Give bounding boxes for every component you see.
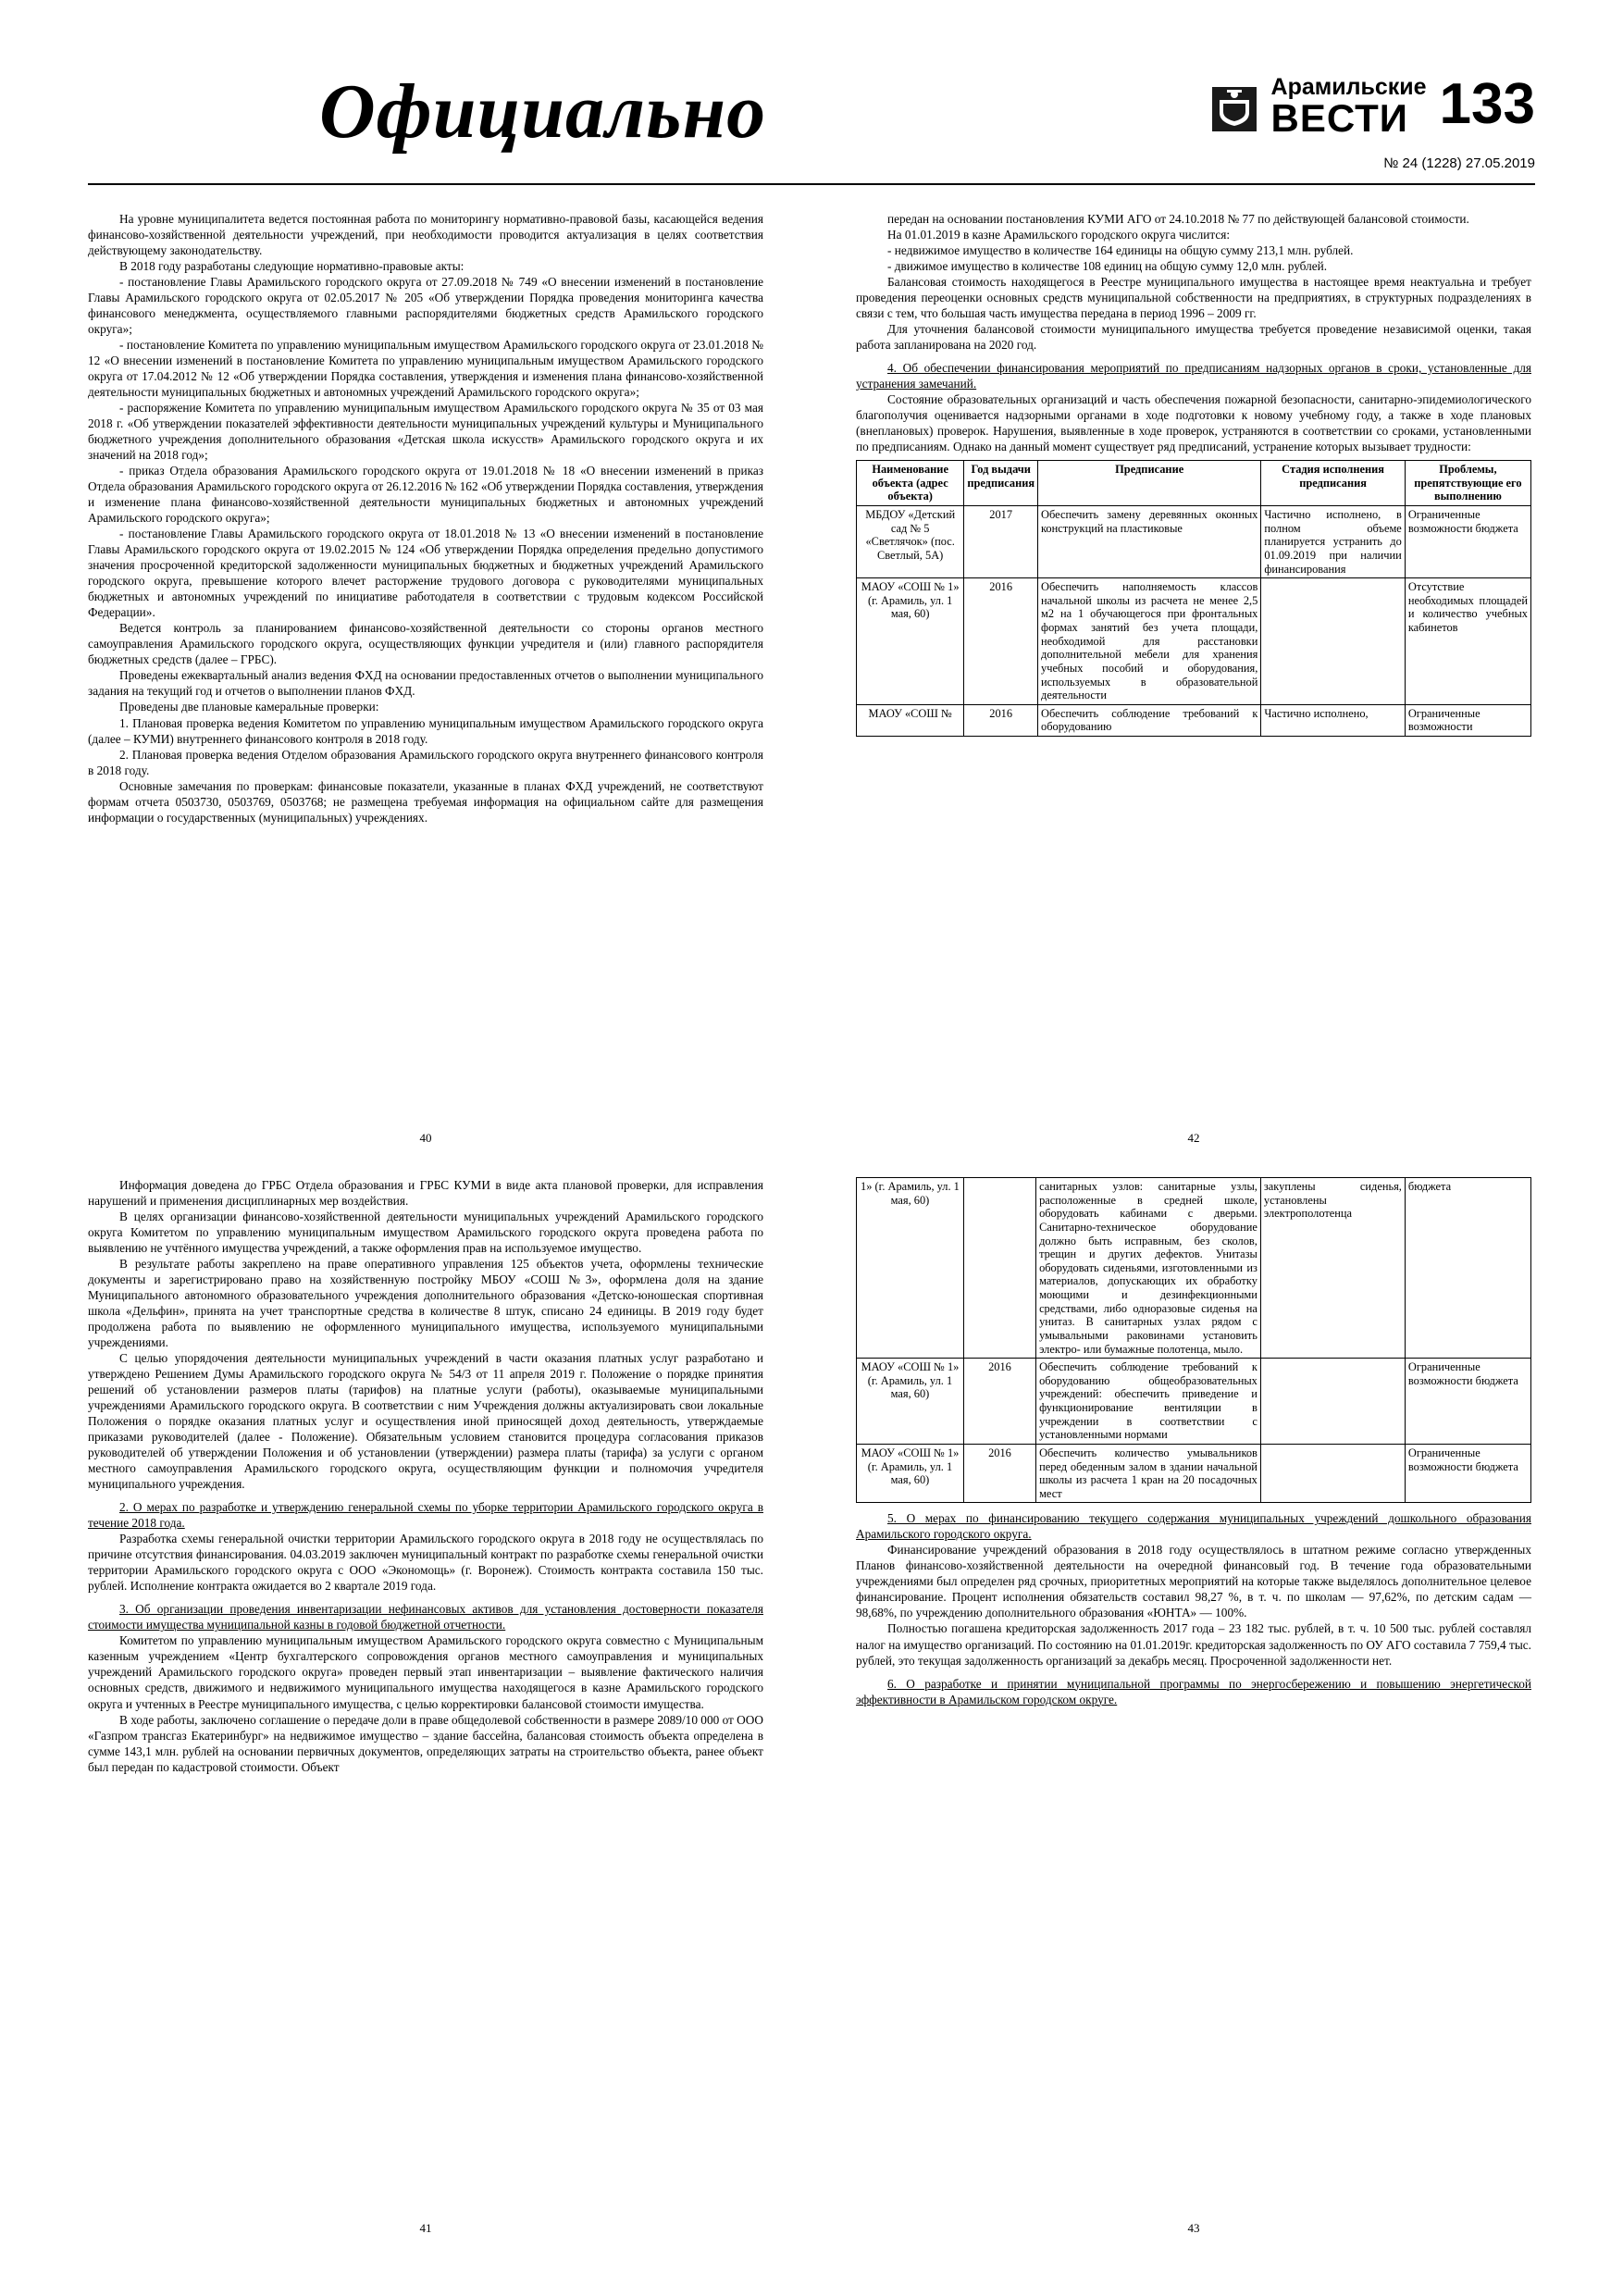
paragraph: Проведены две плановые камеральные проверки: [119,700,379,714]
cell-order: Обеспечить соблюдение требований к оборудованию общеобразовательных учреждений: обеспечить приведение и функционирование вентиляции в учреждении в соответствии с установленными нормами [1036,1359,1261,1445]
page-title: Официально [319,68,767,155]
paragraph: В ходе работы, заключено соглашение о передаче доли в праве общедолевой собственности в размере 2089/10 000 от ООО «Газпром трансгаз Екатеринбург» на недвижимое имущество – здание бассейна, балансовая стоимость объекта определена в сумме 143,1 млн. рублей на основании первичных документов, определяющих затраты на строительство объекта, ранее объект был передан по кадастровой стоимости. Объект [88,1712,763,1774]
cell-year: 2016 [963,1444,1035,1503]
paragraph: Ведется контроль за планированием финансово-хозяйственной деятельности со стороны органов местного самоуправления Арамильского городского округа, осуществляющих функции учредителя и (или) главного распорядителя бюджетных средств (далее – ГРБС). [88,621,763,667]
cell-problem: Ограниченные возможности бюджета [1405,1444,1530,1503]
masthead-brand-block [1207,72,1535,140]
table-header-cell: Наименование объекта (адрес объекта) [857,461,964,506]
column-left-bottom [88,1177,763,1775]
paragraph: Полностью погашена кредиторская задолженность 2017 года – 23 182 тыс. рублей, в т. ч. 10 500 тыс. рублей составлял налог на имущество организаций. По состоянию на 01.01.2019г. кредиторская задолженность по ОУ АГО составила 7 759,4 тыс. рублей, это текущая задолженность организаций за декабрь месяц. Просроченной задолженности нет. [856,1621,1531,1668]
paragraph: Финансирование учреждений образования в 2018 году осуществлялось в штатном режиме согласно утвержденных Планов финансово-хозяйственной деятельности на очередной финансовый год. В течение года образовательными учреждениями был определен ряд срочных, приоритетных мероприятий на которые также выделялось дополнительное целевое финансирование. Процент исполнения обязательств составил 98,27 %, в т. ч. по школам — 97,62%, по детским садам — 98,68%, по учреждению дополнительного образования «ЮНТА» — 100%. [856,1543,1531,1620]
table-header-cell: Стадия исполнения предписания [1261,461,1405,506]
cell-year [963,1178,1035,1359]
paragraph: - распоряжение Комитета по управлению муниципальным имуществом Арамильского городского округа № 35 от 03 мая 2018 г. «Об утверждении показателей эффективности деятельности муниципальных учреждений культуры и Муниципального бюджетного учреждения дополнительного образования «Детская школа искусств» Арамильского городского округа и их значений на 2018 год»; [88,401,763,463]
prescriptions-table-part1 [856,460,1531,737]
table-row [857,1444,1531,1503]
paragraph: - постановление Главы Арамильского городского округа от 27.09.2018 № 749 «О внесении изменений в постановление Главы Арамильского городского округа от 02.05.2017 № 205 «Об утверждении Порядка проведения мониторинга качества финансового менеджмента, осуществляемого главными распорядителями бюджетных средств Арамильского городского округа»; [88,275,763,337]
cell-stage [1260,1359,1405,1445]
page-number-big: 133 [1439,72,1535,136]
paragraph: Комитетом по управлению муниципальным имуществом Арамильского городского округа совместно с Муниципальным казенным учреждением «Центр бухгалтерского сопровождения органов местного самоуправления и муниципальных учреждений Арамильского городского округа» проведен первый этап инвентаризации – выявление фактического наличия основных средств, движимого и недвижимого муниципального имущества находящегося в казне Арамильского городского округа и учтенных в Реестре муниципального имущества, с целью корректировки балансовой стоимости имущества. [88,1633,763,1711]
paragraph: Для уточнения балансовой стоимости муниципального имущества требуется проведение независимой оценки, такая работа запланирована на 2020 год. [856,322,1531,353]
cell-order: Обеспечить замену деревянных оконных конструкций на пластиковые [1038,506,1261,578]
paragraph: В 2018 году разработаны следующие нормативно-правовые акты: [119,259,465,274]
folio-41: 41 [419,2221,432,2235]
cell-object: МБДОУ «Детский сад № 5 «Светлячок» (пос. Светлый, 5А) [857,506,964,578]
cell-object: МАОУ «СОШ № 1» (г. Арамиль, ул. 1 мая, 60) [857,1359,964,1445]
table-header-row [857,461,1531,506]
section-heading-6: 6. О разработке и принятии муниципальной программы по энергосбережению и повышению энергетической эффективности в Арамильском городском округе. [856,1676,1531,1706]
cell-year: 2016 [964,704,1038,736]
paragraph: - постановление Комитета по управлению муниципальным имуществом Арамильского городского округа от 23.01.2018 № 12 «О внесении изменений в постановление Комитета по управлению муниципальным имуществом Арамильского городского округа от 17.04.2012 № 12 «Об утверждении Порядка составления, утверждения и изменения плана финансово-хозяйственной деятельности муниципальных бюджетных и автономных учреждений Арамильского городского округа»; [88,338,763,400]
brand-wordmark [1271,76,1427,138]
paragraph: На 01.01.2019 в казне Арамильского городского округа числится: [887,228,1231,242]
cell-object: МАОУ «СОШ № 1» (г. Арамиль, ул. 1 мая, 60) [857,578,964,705]
cell-stage: закуплены сиденья, установлены электрополотенца [1260,1178,1405,1359]
table-row [857,578,1531,705]
cell-object: МАОУ «СОШ № [857,704,964,736]
cell-problem: Ограниченные возможности бюджета [1405,506,1530,578]
prescriptions-table-part2 [856,1177,1531,1503]
folio-40: 40 [419,1131,432,1145]
cell-order: санитарных узлов: санитарные узлы, расположенные в средней школе, оборудовать кабинами с дверьми. Санитарно-техническое оборудование должно быть исправным, без сколов, трещин и других дефектов. Унитазы оборудовать сиденьями, изготовленными из материалов, допускающих их обработку моющими и дезинфекционными средствами, либо одноразовые сиденья на унитаз. В санитарных узлах рядом с умывальными раковинами установить электро- или бумажные полотенца, мыло. [1036,1178,1261,1359]
folio-43: 43 [1187,2221,1200,2235]
cell-order: Обеспечить соблюдение требований к оборудованию [1038,704,1261,736]
cell-stage: Частично исполнено, [1261,704,1405,736]
table-row [857,1178,1531,1359]
brand-top-label: Арамильские [1270,74,1427,100]
paragraph: С целью упорядочения деятельности муниципальных учреждений в части оказания платных услуг разработано и утверждено Решением Думы Арамильского городского округа № 54/3 от 11 апреля 2019 г. Положение о порядке принятия решений об установлении размеров платы (тарифов) на платные услуги (работы), оказываемые муниципальными учреждениями Арамильского городского округа. В соответствии с ним Учреждения должны актуализировать свои локальные Положения о порядке оказания платных услуг и осуществления иной приносящей доход деятельность, утверждаемые приказами руководителей (далее - Положение). Обязательным условием становится процедура согласования приказов руководителей об утверждении Положения и об установлении (утверждении) размера платы (тарифа) за услуги с органом местного самоуправления Арамильского городского округа, осуществляющим функции и полномочия учредителя муниципального учреждения. [88,1351,763,1492]
cell-problem: бюджета [1405,1178,1530,1359]
paragraph: - недвижимое имущество в количестве 164 единицы на общую сумму 213,1 млн. рублей. [887,243,1354,258]
cell-year: 2016 [963,1359,1035,1445]
paragraph: передан на основании постановления КУМИ АГО от 24.10.2018 № 77 по действующей балансовой стоимости. [887,212,1469,226]
paragraph: В целях организации финансово-хозяйственной деятельности муниципальных учреждений Арамильского городского округа Комитетом по управлению муниципальным имуществом Арамильского городского округа проведена работа по выявлению не учтённого имущества учреждений, а также оформления прав на используемое имущество. [88,1210,763,1256]
cell-order: Обеспечить наполняемость классов начальной школы из расчета не менее 2,5 м2 на 1 обучающегося при фронтальных формах занятий без учета площади, необходимой для расстановки дополнительной мебели для хранения учебных пособий и оборудования, используемых в образовательной деятельности [1038,578,1261,705]
table-header-cell: Предписание [1038,461,1261,506]
brand-bottom-label: ВЕСТИ [1270,96,1408,140]
cell-order: Обеспечить количество умывальников перед обеденным залом в здании начальной школы из расчета 1 кран на 20 посадочных мест [1036,1444,1261,1503]
paragraph: На уровне муниципалитета ведется постоянная работа по мониторингу нормативно-правовой базы, касающейся ведения финансово-хозяйственной деятельности учреждений, при необходимости проводится актуализация в целях соответствия действующему законодательству. [88,212,763,258]
paragraph: В результате работы закреплено на праве оперативного управления 125 объектов учета, оформлены технические документы и зарегистрировано право на хозяйственную постройку МБОУ «СОШ №3», оформлена доля на здание Муниципального автономного образовательного учреждения дополнительного образования «Детско-юношеская спортивная школа «Дельфин», принята на учет транспортные средства в количестве 8 штук, списано 24 единицы. В 2019 году будет продолжена работа по выявлению не оформленного муниципального имущества, используемого муниципальными учреждениями. [88,1257,763,1350]
table-row [857,704,1531,736]
header-divider [88,183,1535,185]
paragraph: Информация доведена до ГРБС Отдела образования и ГРБС КУМИ в виде акта плановой проверки, для исправления нарушений и применения дисциплинарных мер воздействия. [88,1178,763,1209]
masthead [88,67,1535,178]
paragraph: Разработка схемы генеральной очистки территории Арамильского городского округа в 2018 году не осуществлялась по причине отсутствия финансирования. 04.03.2019 заключен муниципальный контракт по разработке схемы генеральной очистки территории Арамильского городского округа с ООО «Экономощь» (г. Воронеж). Стоимость контракта составила 150 тыс. рублей. Исполнение контракта ожидается во 2 квартале 2019 года. [88,1532,763,1594]
table-header-cell: Год выдачи предписания [964,461,1038,506]
cell-object: МАОУ «СОШ № 1» (г. Арамиль, ул. 1 мая, 60) [857,1444,964,1503]
cell-problem: Отсутствие необходимых площадей и количество учебных кабинетов [1405,578,1530,705]
paragraph: Проведены ежеквартальный анализ ведения ФХД на основании предоставленных отчетов о выполнении муниципального задания на текущий год и отчетов о выполнении планов ФХД. [88,668,763,699]
cell-year: 2016 [964,578,1038,705]
section-heading-2: 2. О мерах по разработке и утверждению генеральной схемы по уборке территории Арамильского городского округа в течение 2018 года. [88,1500,763,1531]
paragraph: - приказ Отдела образования Арамильского городского округа от 19.01.2018 № 18 «О внесении изменений в приказ Отдела образования Арамильского городского округа от 26.12.2016 № 162 «Об утверждении Порядка составления, утверждения и изменение плана финансово-хозяйственной деятельности муниципальных бюджетных и автономных учреждений Арамильского городского округа»; [88,464,763,526]
column-right-top [856,211,1531,737]
paragraph: - постановление Главы Арамильского городского округа от 18.01.2018 № 13 «О внесении изменений в постановление Главы Арамильского городского округа от 19.02.2015 № 124 «Об утверждении Порядка определения предельно допустимого значения просроченной кредиторской задолженности муниципальных бюджетных и бюджетных учреждений Арамильского городского округа, превышение которого влечет расторжение трудового договора с руководителями муниципальных бюджетных и автономных учреждений по инициативе работодателя в соответствии с трудовым кодексом Российской Федерации». [88,527,763,620]
cell-stage [1260,1444,1405,1503]
cell-stage [1261,578,1405,705]
table-row [857,1359,1531,1445]
section-heading-5: 5. О мерах по финансированию текущего содержания муниципальных учреждений дошкольного образования Арамильского городского округа. [856,1511,1531,1542]
paragraph: 1. Плановая проверка ведения Комитетом по управлению муниципальным имуществом Арамильского городского округа (далее – КУМИ) внутреннего финансового контроля в 2018 году. [88,715,763,746]
table-header-cell: Проблемы, препятствующие его выполнению [1405,461,1530,506]
paragraph: Балансовая стоимость находящегося в Реестре муниципального имущества в настоящее время неактуальна и требует проведения переоценки основных средств муниципальной собственности на предприятиях, в структурных подразделениях в связи с тем, что большая часть имущества передана в период 1996 – 2009 гг. [856,275,1531,321]
paragraph: Основные замечания по проверкам: финансовые показатели, указанные в планах ФХД учреждений, не соответствуют формам отчета 0503730, 0503769, 0503768; не размещена требуемая информация на официальном сайте для размещения информации о государственных (муниципальных) учреждениях. [88,778,763,825]
cell-object: 1» (г. Арамиль, ул. 1 мая, 60) [857,1178,964,1359]
table-row [857,506,1531,578]
paragraph: 2. Плановая проверка ведения Отделом образования Арамильского городского округа внутреннего финансового контроля в 2018 году. [88,747,763,777]
coat-of-arms-icon [1207,81,1262,137]
column-right-bottom [856,1177,1531,1707]
cell-problem: Ограниченные возможности бюджета [1405,1359,1530,1445]
cell-stage: Частично исполнено, в полном объеме планируется устранить до 01.09.2019 при наличии финансирования [1261,506,1405,578]
paragraph: - движимое имущество в количестве 108 единиц на общую сумму 12,0 млн. рублей. [887,259,1328,274]
cell-year: 2017 [964,506,1038,578]
paragraph: Состояние образовательных организаций и часть обеспечения пожарной безопасности, санитарно-эпидемиологического благополучия оценивается надзорными органами в ходе подготовки к новому учебному году, а также в ходе плановых (внеплановых) проверок. Нарушения, выявленные в ходе проверок, устраняются в соответствии со сроками, установленными по предписаниям. Однако на данный момент существует ряд предписаний, устранение которых вызывает трудности: [856,392,1531,454]
cell-problem: Ограниченные возможности [1405,704,1530,736]
folio-42: 42 [1187,1131,1200,1145]
section-heading-3: 3. Об организации проведения инвентаризации нефинансовых активов для установления достоверности показателя стоимости имущества муниципальной казны в годовой бюджетной отчетности. [88,1602,763,1632]
section-heading-4: 4. Об обеспечении финансирования мероприятий по предписаниям надзорных органов в сроки, установленные для устранения замечаний. [856,361,1531,391]
issue-line: № 24 (1228) 27.05.2019 [1383,155,1535,171]
column-left-top [88,211,763,825]
